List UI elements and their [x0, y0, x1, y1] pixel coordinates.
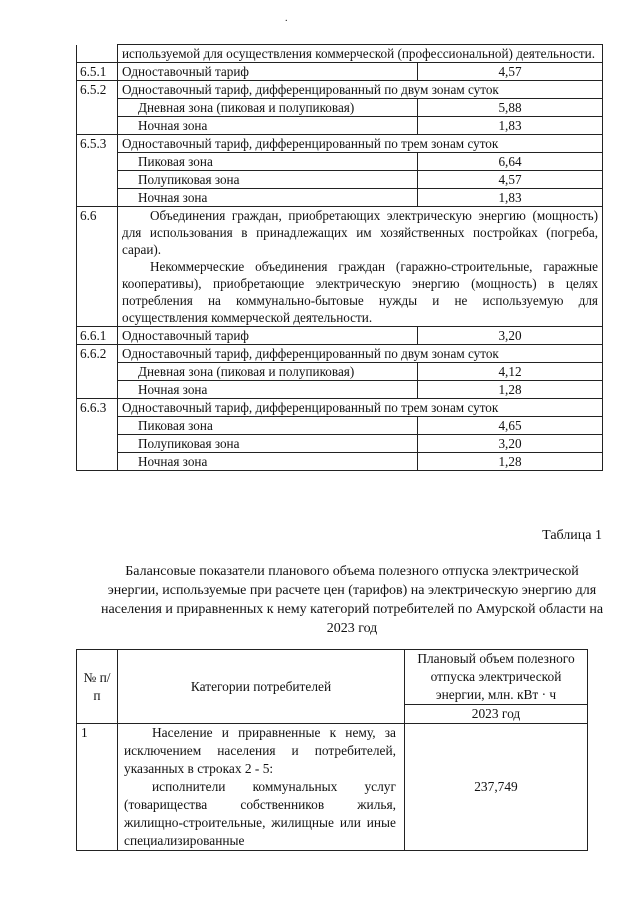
zone-value: 1,28	[418, 381, 603, 399]
table-row	[77, 99, 603, 117]
table-row	[77, 189, 603, 207]
table-caption: Таблица 1	[542, 528, 602, 543]
zone-value: 1,83	[418, 189, 603, 207]
col-num-header: № п/п	[77, 650, 118, 724]
table-row	[77, 327, 603, 345]
row-number: 6.6	[77, 207, 118, 327]
tariff-label: Одноставочный тариф	[118, 63, 418, 81]
row-number: 6.6.1	[77, 327, 118, 345]
table-row	[77, 63, 603, 81]
tariff-label: Одноставочный тариф, дифференцированный по двум зонам суток	[118, 81, 603, 99]
section-text	[118, 207, 603, 327]
zone-value: 1,83	[418, 117, 603, 135]
table-row	[77, 453, 603, 471]
row-number: 6.5.3	[77, 135, 118, 207]
table-row	[77, 153, 603, 171]
col-volume-header: Плановый объем полезного отпуска электрической энергии, млн. кВт · ч	[405, 650, 588, 705]
zone-value: 5,88	[418, 99, 603, 117]
category-text-2: исполнители коммунальных услуг (товарищества собственников жилья, жилищно-строительные, жилищные или иные специализированные	[124, 779, 396, 848]
row-volume: 237,749	[405, 724, 588, 851]
tariff-label: Одноставочный тариф, дифференцированный по трем зонам суток	[118, 399, 603, 417]
zone-value: 6,64	[418, 153, 603, 171]
row-number: 6.5.1	[77, 63, 118, 81]
table-row	[77, 81, 603, 99]
tariff-value: 3,20	[418, 327, 603, 345]
zone-value: 1,28	[418, 453, 603, 471]
zone-label: Ночная зона	[118, 381, 418, 399]
section-paragraph: Объединения граждан, приобретающих электрическую энергию (мощность) для использования в принадлежащих им хозяйственных постройках (погреба, сараи).	[122, 208, 598, 257]
balance-table	[76, 649, 588, 851]
zone-label: Пиковая зона	[118, 417, 418, 435]
row-category	[118, 724, 405, 851]
zone-label: Полупиковая зона	[118, 171, 418, 189]
zone-label: Дневная зона (пиковая и полупиковая)	[118, 99, 418, 117]
table-row	[77, 171, 603, 189]
table-row	[77, 363, 603, 381]
tariff-value: 4,57	[418, 63, 603, 81]
zone-label: Ночная зона	[118, 117, 418, 135]
table-row	[77, 45, 603, 63]
table-row	[77, 135, 603, 153]
tariff-label: Одноставочный тариф, дифференцированный по трем зонам суток	[118, 135, 603, 153]
table-row	[77, 117, 603, 135]
zone-value: 4,57	[418, 171, 603, 189]
row-number: 6.6.3	[77, 399, 118, 471]
row-number: 6.6.2	[77, 345, 118, 399]
table-row	[77, 345, 603, 363]
zone-value: 3,20	[418, 435, 603, 453]
table-row	[77, 724, 588, 851]
table-row	[77, 417, 603, 435]
header-row	[77, 650, 588, 705]
page-mark: .	[285, 13, 288, 24]
table-row	[77, 399, 603, 417]
table-row	[77, 381, 603, 399]
tariff-table	[76, 44, 603, 471]
zone-label: Полупиковая зона	[118, 435, 418, 453]
zone-value: 4,12	[418, 363, 603, 381]
table-title: Балансовые показатели планового объема полезного отпуска электрической энергии, используемые при расчете цен (тарифов) на электрическую энергию для населения и приравненных к нему категорий потребителей по Амурской области на 2023 год	[100, 564, 604, 636]
col-year-header: 2023 год	[405, 705, 588, 724]
zone-label: Ночная зона	[118, 453, 418, 471]
section-paragraph: Некоммерческие объединения граждан (гаражно-строительные, гаражные кооперативы), приобретающие электрическую энергию (мощность) в целях потребления на коммунально-бытовые нужды и не используемую для осуществления коммерческой деятельности.	[122, 259, 598, 325]
tariff-label: Одноставочный тариф, дифференцированный по двум зонам суток	[118, 345, 603, 363]
zone-value: 4,65	[418, 417, 603, 435]
row-number: 6.5.2	[77, 81, 118, 135]
col-category-header: Категории потребителей	[118, 650, 405, 724]
tariff-label: Одноставочный тариф	[118, 327, 418, 345]
zone-label: Пиковая зона	[118, 153, 418, 171]
zone-label: Ночная зона	[118, 189, 418, 207]
continued-text: используемой для осуществления коммерческой (профессиональной) деятельности.	[118, 45, 603, 63]
table-row	[77, 207, 603, 327]
zone-label: Дневная зона (пиковая и полупиковая)	[118, 363, 418, 381]
row-number	[77, 45, 118, 63]
row-num: 1	[77, 724, 118, 851]
table-row	[77, 435, 603, 453]
category-text-1: Население и приравненные к нему, за исключением населения и потребителей, указанных в строках 2 - 5:	[124, 725, 396, 776]
